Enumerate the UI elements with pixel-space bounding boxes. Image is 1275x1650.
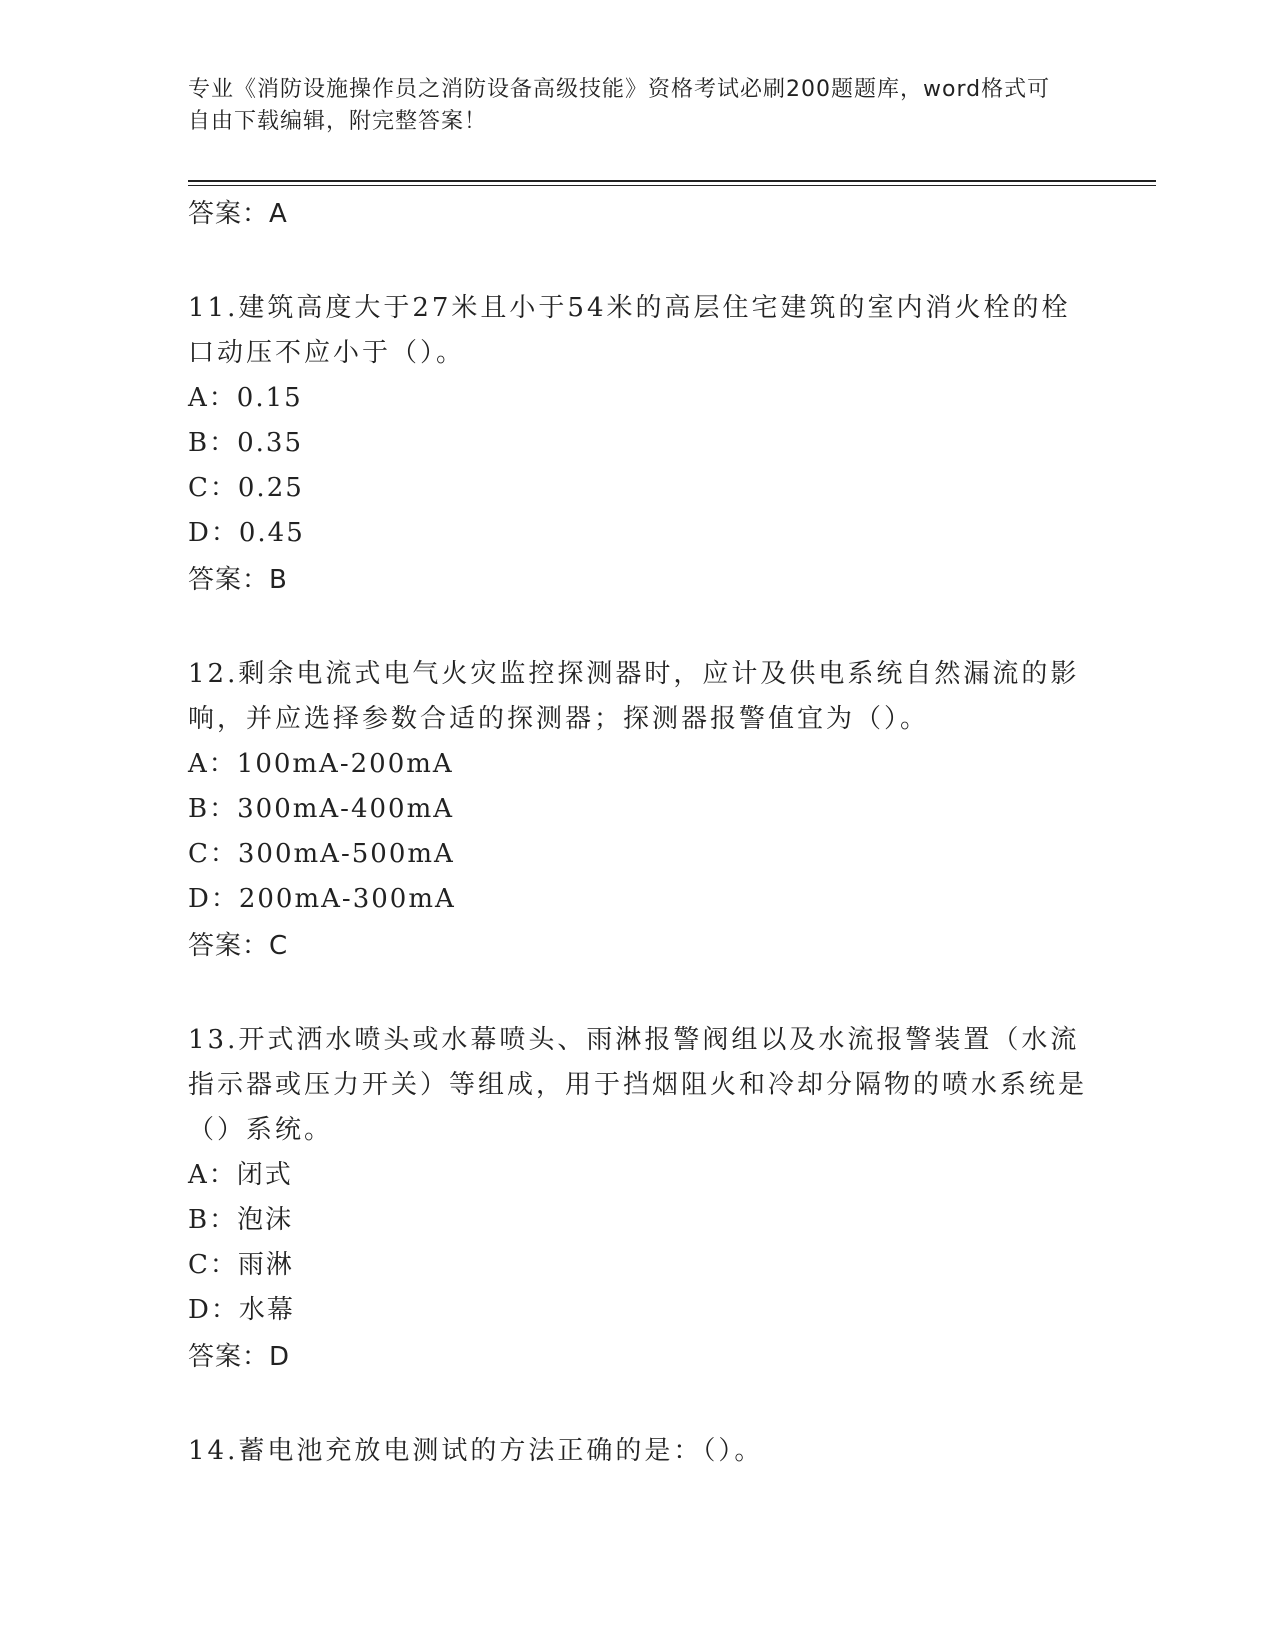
header-divider-thin [188,185,1156,186]
question-13 [188,1018,1088,1377]
question-stem: 11.建筑高度大于27米且小于54米的高层住宅建筑的室内消火栓的栓口动压不应小于（）。 [188,293,1071,368]
option-a: A：100mA-200mA [188,749,454,779]
option-d: D：200mA-300mA [188,884,456,914]
previous-answer: 答案：A [188,199,288,229]
question-12 [188,652,1088,966]
option-c: C：雨淋 [188,1250,294,1280]
question-14 [188,1429,1088,1474]
option-a: A：0.15 [188,383,303,413]
header-divider-thick [188,180,1156,182]
page-header: 专业《消防设施操作员之消防设备高级技能》资格考试必刷200题题库，word格式可自由下载编辑，附完整答案！ [188,77,1051,134]
answer-line: 答案：D [188,1342,291,1372]
answer-line: 答案：B [188,565,288,595]
option-c: C：300mA-500mA [188,839,455,869]
question-11 [188,286,1088,600]
option-c: C：0.25 [188,473,304,503]
answer-line: 答案：C [188,931,289,961]
option-d: D：水幕 [188,1295,295,1325]
option-a: A：闭式 [188,1160,293,1190]
option-d: D：0.45 [188,518,305,548]
question-list [188,190,1088,1474]
option-b: B：300mA-400mA [188,794,455,824]
option-b: B：泡沫 [188,1205,294,1235]
option-b: B：0.35 [188,428,303,458]
question-stem: 12.剩余电流式电气火灾监控探测器时，应计及供电系统自然漏流的影响，并应选择参数合适的探测器；探测器报警值宜为（）。 [188,659,1080,734]
question-stem: 14.蓄电池充放电测试的方法正确的是：（）。 [188,1436,764,1466]
question-stem: 13.开式洒水喷头或水幕喷头、雨淋报警阀组以及水流报警装置（水流指示器或压力开关）等组成，用于挡烟阻火和冷却分隔物的喷水系统是（）系统。 [188,1025,1088,1145]
